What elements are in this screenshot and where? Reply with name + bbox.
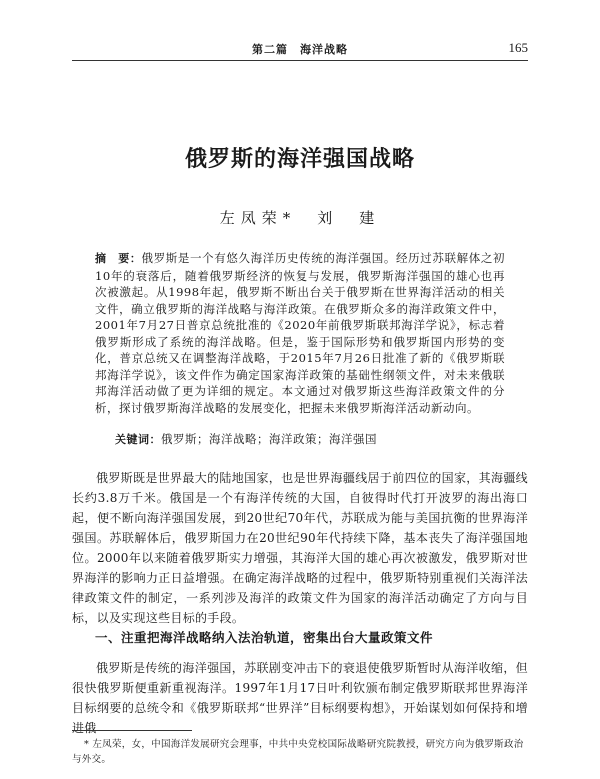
keywords — [115, 431, 505, 447]
page-number: 165 — [508, 40, 528, 55]
abstract-text: 俄罗斯是一个有悠久海洋历史传统的海洋强国。经历过苏联解体之初10年的衰落后，随着俄罗斯经济的恢复与发展，俄罗斯海洋强国的雄心也再次被激起。从1998年起，俄罗斯不断出台关于俄罗斯在世界海洋活动的相关文件，确立俄罗斯的海洋战略与海洋政策。在俄罗斯众多的海洋政策文件中，2001年7月27日普京总统批准的《2020年前俄罗斯联邦海洋学说》，标志着俄罗斯形成了系统的海洋战略。但是，鉴于国际形势和俄罗斯国内形势的变化，普京总统又在调整海洋战略，于2015年7月26日批准了新的《俄罗斯联邦海洋学说》，该文件作为确定国家海洋政策的基础性纲领文件，对未来俄联邦海洋活动做了更为详细的规定。本文通过对俄罗斯这些海洋政策文件的分析，探讨俄罗斯海洋战略的发展变化，把握未来俄罗斯海洋活动新动向。 — [95, 251, 506, 415]
footnote-divider — [72, 730, 192, 731]
article-title: 俄罗斯的海洋强国战略 — [184, 147, 415, 172]
abstract — [95, 250, 505, 416]
keywords-label: 关键词： — [115, 433, 161, 446]
footnote: * 左凤荣，女，中国海洋发展研究会理事，中共中央党校国际战略研究院教授，研究方向为俄罗斯政治与外交。 — [72, 739, 524, 765]
abstract-label: 摘 要： — [95, 252, 142, 265]
section-paragraph: 俄罗斯是传统的海洋强国，苏联剧变冲击下的衰退使俄罗斯暂时从海洋收缩，但很快俄罗斯便重新重视海洋。1997年1月17日叶利钦颁布制定俄罗斯联邦世界海洋目标纲要的总统令和《俄罗斯联邦“世界洋”目标纲要构想》，开始谋划如何保持和增进俄 — [72, 661, 528, 735]
intro-paragraph: 俄罗斯既是世界最大的陆地国家，也是世界海疆线居于前四位的国家，其海疆线长约3.8万千米。俄国是一个有海洋传统的大国，自彼得时代打开波罗的海出海口起，便不断向海洋强国发展，到20世纪70年代，苏联成为能与美国抗衡的世界海洋强国。苏联解体后，俄罗斯国力在20世纪90年代持续下降，基本丧失了海洋强国地位。2000年以来随着俄罗斯实力增强，其海洋大国的雄心再次被激发，俄罗斯对世界海洋的影响力正日益增强。在确定海洋战略的过程中，俄罗斯特别重视们关海洋法律政策文件的制定，一系列涉及海洋的政策文件为国家的海洋活动确定了方向与目标，以及实现这些目标的手段。 — [72, 471, 528, 625]
section-heading: 一、注重把海洋战略纳入法治轨道，密集出台大量政策文件 — [95, 630, 434, 645]
page-header — [72, 38, 528, 61]
article-authors: 左凤荣* 刘 建 — [219, 209, 381, 227]
keywords-text: 俄罗斯；海洋战略；海洋政策；海洋强国 — [161, 432, 377, 446]
running-head: 第二篇 海洋战略 — [252, 43, 348, 56]
